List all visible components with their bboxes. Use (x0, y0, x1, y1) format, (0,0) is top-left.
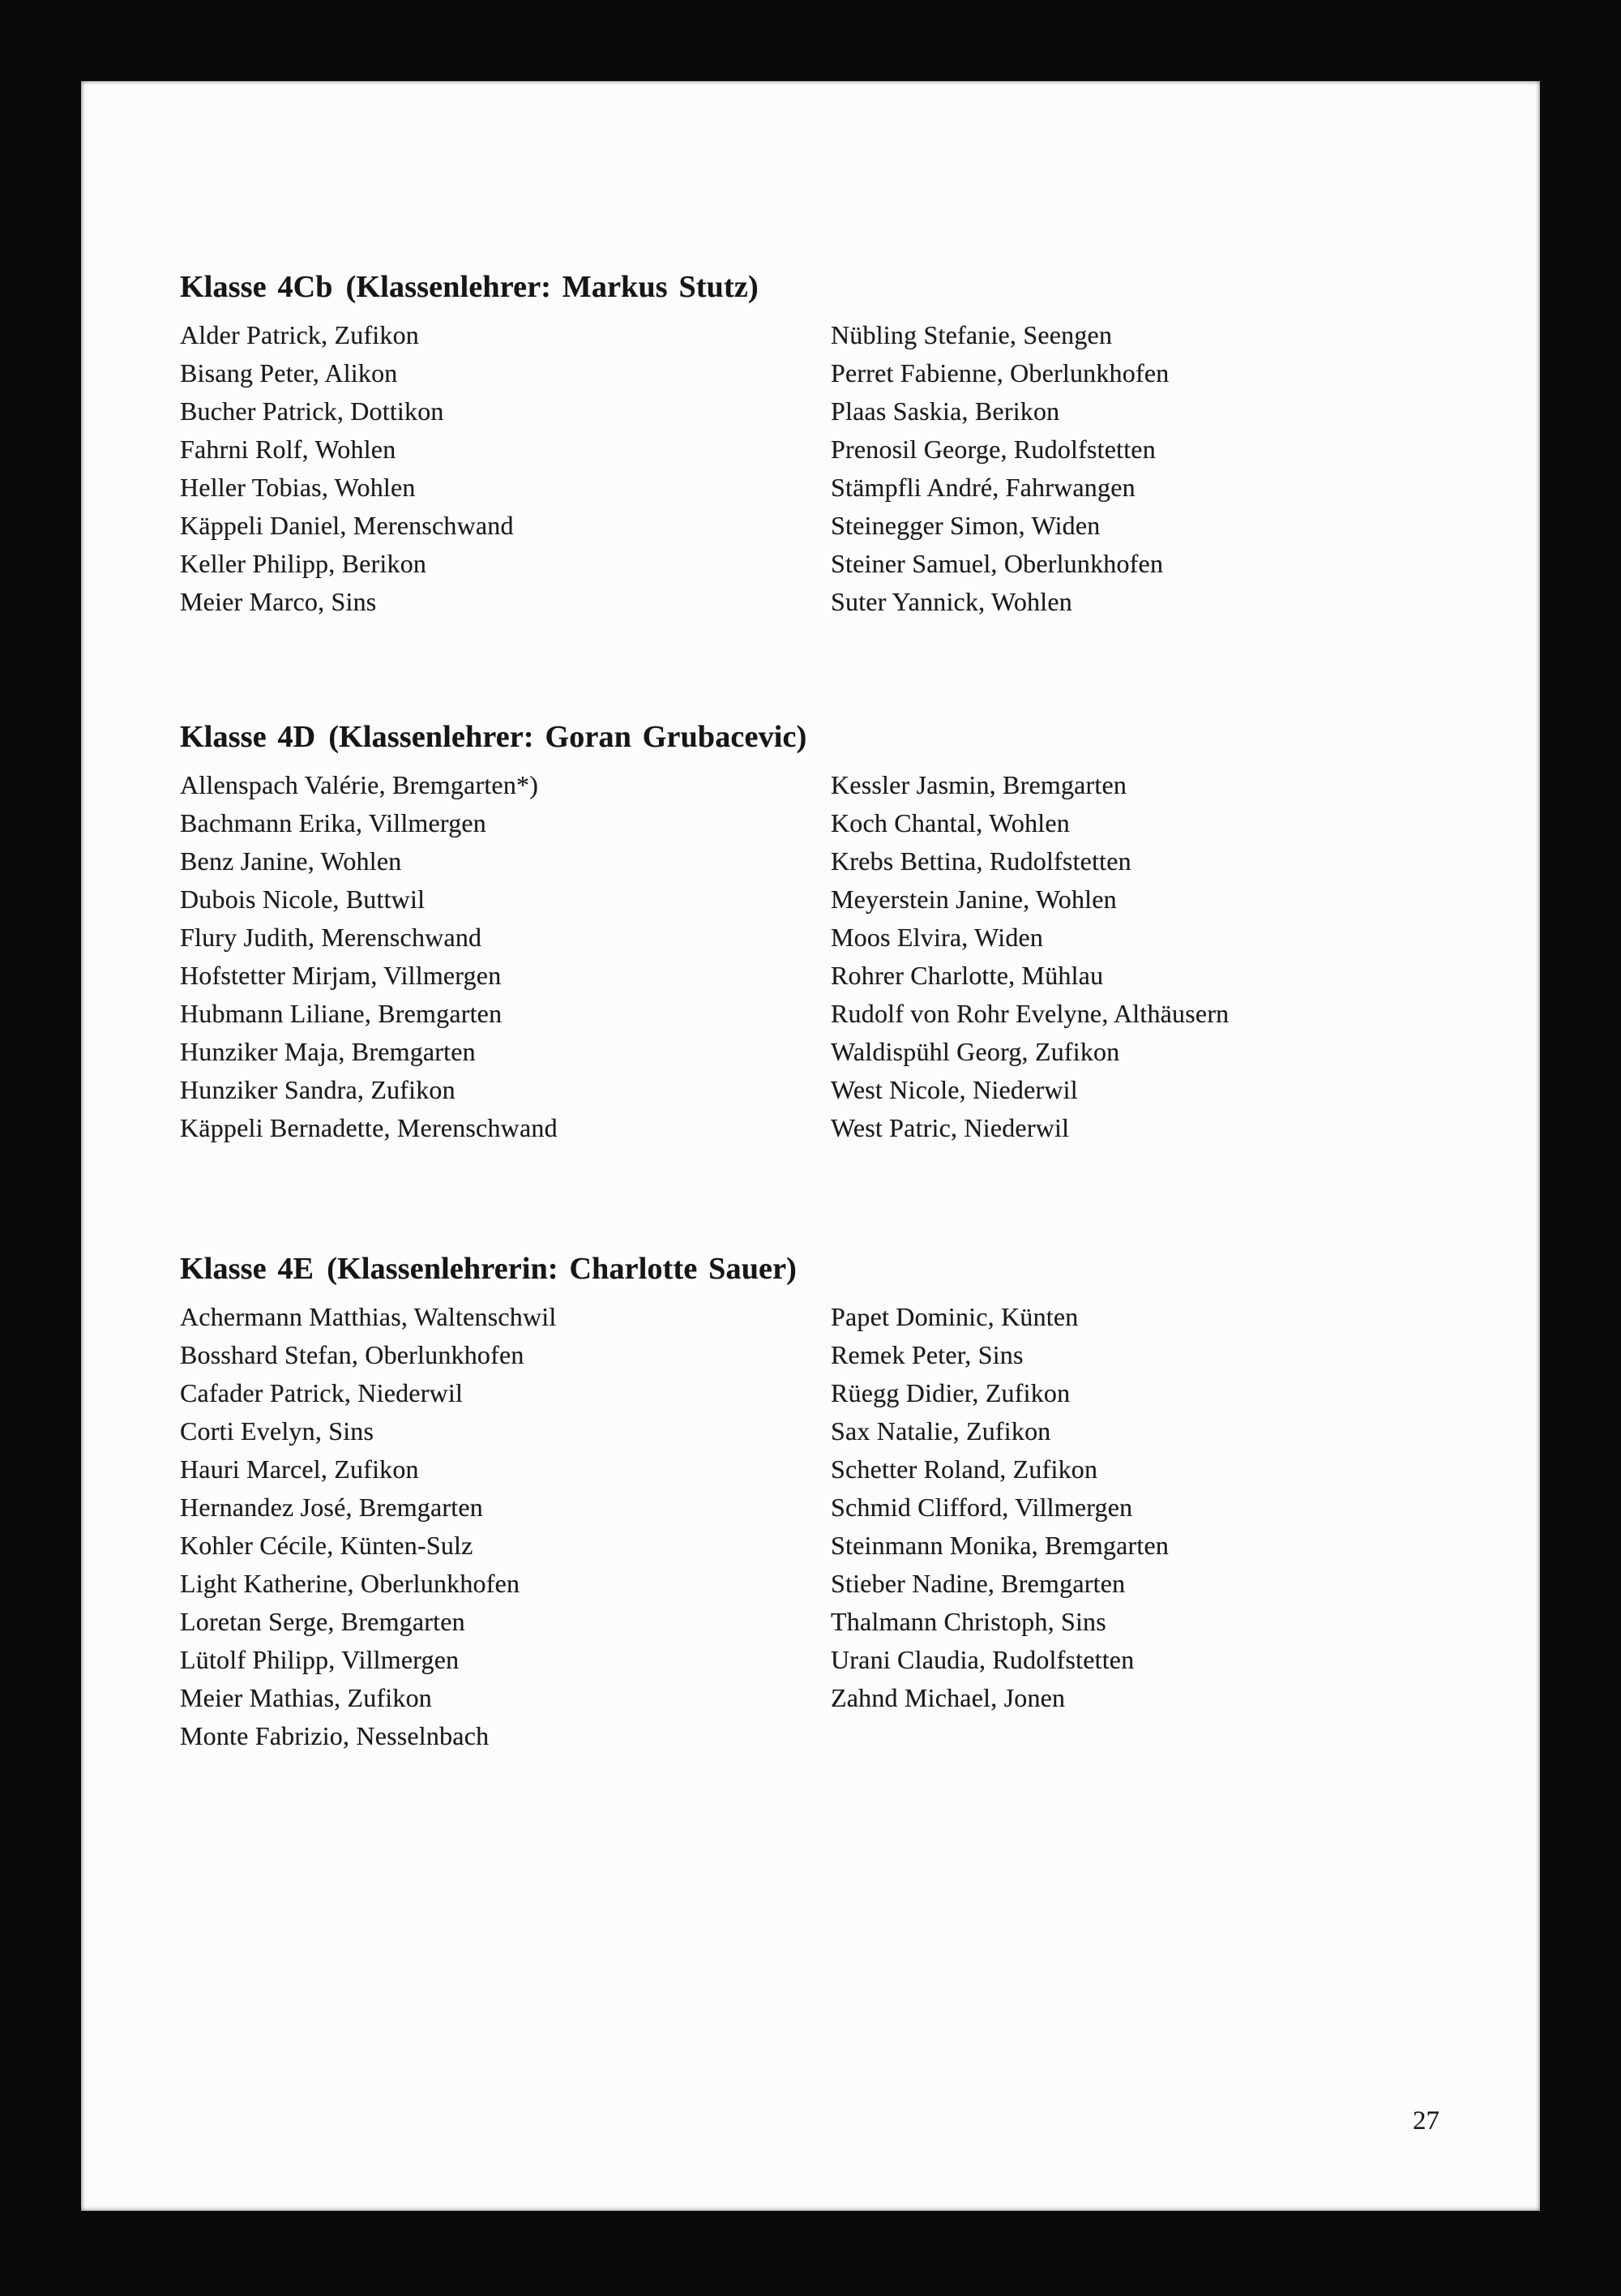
class-heading (180, 268, 1491, 306)
class-teacher-label: (Klassenlehrerin: Charlotte Sauer) (327, 1252, 798, 1286)
student-entry: Keller Philipp, Berikon (180, 549, 427, 578)
class-name: Klasse 4E (180, 1252, 314, 1286)
class-section (180, 718, 1491, 1147)
student-entry: Rüegg Didier, Zufikon (831, 1378, 1071, 1407)
student-entry: Hunziker Sandra, Zufikon (180, 1075, 456, 1104)
student-entry: Cafader Patrick, Niederwil (180, 1378, 464, 1407)
student-entry: Perret Fabienne, Oberlunkhofen (831, 358, 1170, 388)
class-heading (180, 718, 1491, 756)
student-list-left (180, 1298, 831, 1755)
student-entry: Meier Marco, Sins (180, 587, 377, 616)
student-entry: Thalmann Christoph, Sins (831, 1607, 1106, 1636)
student-entry: Zahnd Michael, Jonen (831, 1683, 1066, 1712)
student-entry: Fahrni Rolf, Wohlen (180, 435, 396, 464)
student-entry: Koch Chantal, Wohlen (831, 808, 1070, 837)
student-entry: Steiner Samuel, Oberlunkhofen (831, 549, 1164, 578)
student-entry: Steinegger Simon, Widen (831, 511, 1101, 540)
student-entry: Flury Judith, Merenschwand (180, 923, 482, 952)
student-entry: Nübling Stefanie, Seengen (831, 320, 1113, 349)
student-entry: Loretan Serge, Bremgarten (180, 1607, 465, 1636)
class-teacher-label: (Klassenlehrer: Markus Stutz) (345, 270, 759, 304)
student-entry: Remek Peter, Sins (831, 1340, 1024, 1369)
student-columns (180, 1298, 1491, 1755)
student-entry: Hauri Marcel, Zufikon (180, 1454, 419, 1484)
student-entry: Stieber Nadine, Bremgarten (831, 1569, 1126, 1598)
student-entry: Bucher Patrick, Dottikon (180, 396, 444, 426)
student-entry: Bosshard Stefan, Oberlunkhofen (180, 1340, 524, 1369)
class-name: Klasse 4Cb (180, 270, 333, 304)
student-entry: Light Katherine, Oberlunkhofen (180, 1569, 520, 1598)
student-entry: West Nicole, Niederwil (831, 1075, 1078, 1104)
class-section (180, 1249, 1491, 1755)
student-entry: Plaas Saskia, Berikon (831, 396, 1060, 426)
student-entry: Suter Yannick, Wohlen (831, 587, 1072, 616)
student-entry: Lütolf Philipp, Villmergen (180, 1645, 460, 1674)
student-entry: Schmid Clifford, Villmergen (831, 1493, 1133, 1522)
student-columns (180, 316, 1491, 621)
class-name: Klasse 4D (180, 720, 316, 754)
student-entry: Steinmann Monika, Bremgarten (831, 1531, 1170, 1560)
class-heading (180, 1249, 1491, 1288)
student-list-left (180, 766, 831, 1147)
page-content (180, 268, 1491, 1755)
student-entry: Hernandez José, Bremgarten (180, 1493, 483, 1522)
class-section (180, 268, 1491, 621)
student-entry: West Patric, Niederwil (831, 1113, 1070, 1142)
student-entry: Hofstetter Mirjam, Villmergen (180, 961, 502, 990)
student-list-right (831, 316, 1491, 621)
document-page (81, 81, 1540, 2211)
page-number: 27 (1413, 2106, 1439, 2135)
student-entry: Schetter Roland, Zufikon (831, 1454, 1098, 1484)
student-entry: Papet Dominic, Künten (831, 1302, 1079, 1331)
student-entry: Dubois Nicole, Buttwil (180, 885, 426, 914)
student-entry: Moos Elvira, Widen (831, 923, 1044, 952)
student-entry: Rudolf von Rohr Evelyne, Althäusern (831, 999, 1230, 1028)
student-entry: Sax Natalie, Zufikon (831, 1416, 1051, 1446)
student-entry: Bachmann Erika, Villmergen (180, 808, 486, 837)
student-entry: Allenspach Valérie, Bremgarten*) (180, 770, 539, 799)
student-entry: Käppeli Daniel, Merenschwand (180, 511, 514, 540)
student-entry: Corti Evelyn, Sins (180, 1416, 374, 1446)
student-entry: Alder Patrick, Zufikon (180, 320, 419, 349)
student-entry: Urani Claudia, Rudolfstetten (831, 1645, 1135, 1674)
student-entry: Bisang Peter, Alikon (180, 358, 398, 388)
student-entry: Monte Fabrizio, Nesselnbach (180, 1721, 490, 1750)
student-list-left (180, 316, 831, 621)
student-list-right (831, 1298, 1491, 1755)
student-entry: Prenosil George, Rudolfstetten (831, 435, 1156, 464)
student-entry: Stämpfli André, Fahrwangen (831, 473, 1136, 502)
student-list-right (831, 766, 1491, 1147)
student-entry: Achermann Matthias, Waltenschwil (180, 1302, 557, 1331)
student-entry: Kohler Cécile, Künten-Sulz (180, 1531, 473, 1560)
student-entry: Waldispühl Georg, Zufikon (831, 1037, 1120, 1066)
class-teacher-label: (Klassenlehrer: Goran Grubacevic) (328, 720, 807, 754)
student-entry: Meyerstein Janine, Wohlen (831, 885, 1117, 914)
student-entry: Benz Janine, Wohlen (180, 846, 402, 876)
student-entry: Käppeli Bernadette, Merenschwand (180, 1113, 558, 1142)
student-entry: Hubmann Liliane, Bremgarten (180, 999, 503, 1028)
student-entry: Heller Tobias, Wohlen (180, 473, 416, 502)
student-entry: Meier Mathias, Zufikon (180, 1683, 432, 1712)
student-entry: Krebs Bettina, Rudolfstetten (831, 846, 1131, 876)
student-entry: Kessler Jasmin, Bremgarten (831, 770, 1127, 799)
student-entry: Rohrer Charlotte, Mühlau (831, 961, 1104, 990)
student-columns (180, 766, 1491, 1147)
student-entry: Hunziker Maja, Bremgarten (180, 1037, 476, 1066)
